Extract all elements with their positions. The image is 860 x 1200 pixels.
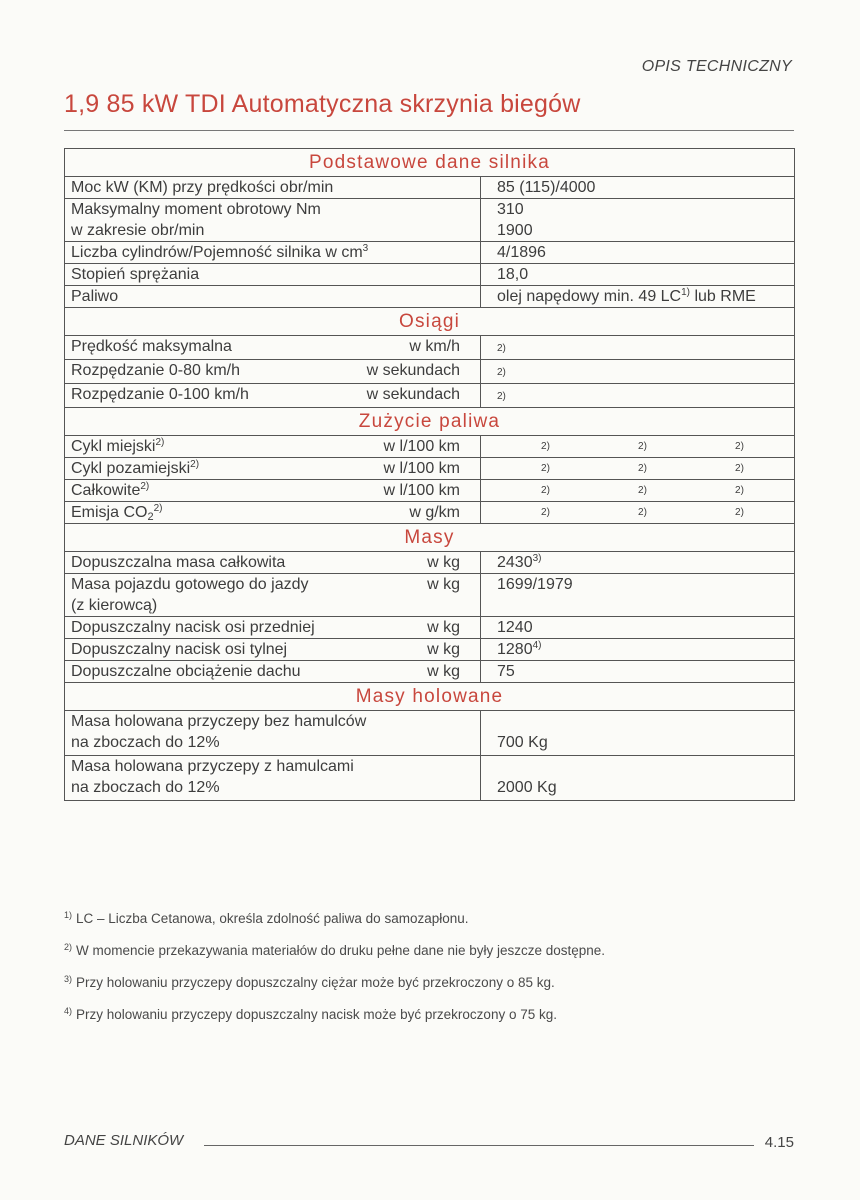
row-value [481, 384, 795, 408]
row-label [65, 384, 481, 408]
footnote-mark: 4) [64, 1006, 73, 1016]
footnote-ref: 2) [541, 507, 550, 518]
superscript: 3 [362, 243, 369, 254]
footnote-ref: 2) [638, 441, 647, 452]
row-value-line: 310 [497, 201, 524, 218]
engine-spec-table [64, 148, 795, 801]
row-value [481, 286, 795, 308]
row-value-line: 1900 [497, 222, 533, 239]
section-header-row [65, 524, 795, 552]
title-divider [64, 130, 794, 131]
footer-chapter: DANE SILNIKÓW [64, 1132, 184, 1149]
table-row [65, 384, 795, 408]
row-label [65, 574, 481, 617]
page-number: 4.15 [764, 1134, 794, 1151]
row-value [481, 502, 795, 524]
row-label-text [71, 436, 164, 457]
row-value [481, 360, 795, 384]
label-text: Emisja CO [71, 504, 148, 521]
row-label: Moc kW (KM) przy prędkości obr/min [65, 177, 481, 199]
footnote-ref: 2) [541, 485, 550, 496]
row-label [65, 480, 481, 502]
table-row [65, 756, 795, 801]
footnote-ref: 2) [638, 463, 647, 474]
footnote-ref: 3) [532, 553, 542, 564]
row-label-line: w zakresie obr/min [71, 222, 205, 239]
footnote-ref: 2) [497, 343, 506, 354]
table-row [65, 436, 795, 458]
footnote-ref: 2) [638, 507, 647, 518]
row-label [65, 502, 481, 524]
value-text: 2430 [497, 554, 533, 571]
fuel-value-alt: lub RME [690, 288, 756, 305]
row-label [65, 661, 481, 683]
table-row [65, 199, 795, 242]
row-value [481, 458, 795, 480]
row-label-text [71, 502, 162, 523]
row-label-text: Masa pojazdu gotowego do jazdy [71, 576, 309, 593]
row-label-line: Maksymalny moment obrotowy Nm [71, 201, 321, 218]
footnote-text: Przy holowaniu przyczepy dopuszczalny ciężar może być przekroczony o 85 kg. [76, 975, 555, 990]
footnote-ref: 2) [735, 441, 744, 452]
row-value: 18,0 [481, 264, 795, 286]
table-row [65, 617, 795, 639]
row-label [65, 458, 481, 480]
label-text: Całkowite [71, 482, 141, 499]
footnote-ref: 2) [638, 485, 647, 496]
subscript: 2 [147, 511, 154, 523]
table-row [65, 264, 795, 286]
row-label [65, 552, 481, 574]
section-heading-osiagi: Osiągi [65, 308, 795, 336]
row-label-text: Rozpędzanie 0-100 km/h [71, 386, 249, 403]
row-label-text: Dopuszczalny nacisk osi tylnej [71, 641, 288, 658]
footer-divider [204, 1145, 754, 1146]
footnote-ref: 2) [541, 463, 550, 474]
row-value [481, 436, 795, 458]
row-unit: w kg [427, 641, 460, 658]
footnotes [64, 910, 804, 1038]
row-label [65, 711, 481, 756]
footnote-ref: 1) [681, 287, 691, 298]
footnote-text: Przy holowaniu przyczepy dopuszczalny nacisk może być przekroczony o 75 kg. [76, 1007, 557, 1022]
row-label-line: na zboczach do 12% [71, 779, 220, 796]
table-row [65, 552, 795, 574]
row-label-line: Masa holowana przyczepy z hamulcami [71, 758, 354, 775]
section-heading-podstawowe: Podstawowe dane silnika [65, 149, 795, 177]
footnote-ref: 2) [735, 463, 744, 474]
row-value [481, 336, 795, 360]
footnote [64, 910, 804, 928]
row-value [481, 639, 795, 661]
row-value [481, 552, 795, 574]
page-title: 1,9 85 kW TDI Automatyczna skrzynia biegów [64, 90, 581, 118]
section-heading-zuzycie: Zużycie paliwa [65, 408, 795, 436]
footnote [64, 1006, 804, 1024]
value-text: 1280 [497, 641, 533, 658]
row-unit: w kg [427, 576, 460, 593]
row-label [65, 360, 481, 384]
table-row [65, 360, 795, 384]
footnote-ref: 2) [140, 481, 150, 492]
footnote-mark: 2) [64, 942, 73, 952]
section-heading-holowane: Masy holowane [65, 683, 795, 711]
table-row [65, 711, 795, 756]
row-unit: w l/100 km [383, 438, 460, 455]
footnote-ref: 2) [497, 391, 506, 402]
row-unit: w km/h [409, 338, 460, 355]
footnote-ref: 2) [190, 459, 200, 470]
footnote [64, 974, 804, 992]
fuel-value: olej napędowy min. 49 LC [497, 288, 682, 305]
row-label [65, 242, 481, 264]
row-value: 700 Kg [481, 711, 795, 756]
row-label: Paliwo [65, 286, 481, 308]
footnote-ref: 2) [155, 437, 165, 448]
section-header-row [65, 308, 795, 336]
row-unit: w l/100 km [383, 482, 460, 499]
row-value: 2000 Kg [481, 756, 795, 801]
footnote-mark: 3) [64, 974, 73, 984]
row-label-line: Masa holowana przyczepy bez hamulców [71, 713, 367, 730]
row-value [481, 480, 795, 502]
row-value: 85 (115)/4000 [481, 177, 795, 199]
row-unit: w kg [427, 663, 460, 680]
running-header: OPIS TECHNICZNY [641, 58, 792, 75]
row-label-line: (z kierowcą) [71, 597, 158, 614]
section-heading-masy: Masy [65, 524, 795, 552]
row-label-text [71, 480, 149, 501]
row-label-text: Dopuszczalne obciążenie dachu [71, 663, 301, 680]
table-row [65, 177, 795, 199]
row-label [65, 617, 481, 639]
row-unit: w l/100 km [383, 460, 460, 477]
table-row [65, 242, 795, 264]
table-row [65, 480, 795, 502]
row-label [65, 639, 481, 661]
row-value: 1240 [481, 617, 795, 639]
row-label [65, 436, 481, 458]
row-label-text: Prędkość maksymalna [71, 338, 232, 355]
row-value: 4/1896 [481, 242, 795, 264]
table-row [65, 458, 795, 480]
row-label-text: Dopuszczalna masa całkowita [71, 554, 286, 571]
table-row [65, 574, 795, 617]
section-header-row [65, 149, 795, 177]
row-value [481, 199, 795, 242]
section-header-row [65, 408, 795, 436]
row-label-text: Rozpędzanie 0-80 km/h [71, 362, 240, 379]
row-label-text: Liczba cylindrów/Pojemność silnika w cm [71, 244, 363, 261]
label-text: Cykl miejski [71, 438, 156, 455]
footnote-ref: 2) [735, 507, 744, 518]
row-label: Stopień sprężania [65, 264, 481, 286]
table-row [65, 639, 795, 661]
footnote-ref: 2) [497, 367, 506, 378]
row-unit: w kg [427, 554, 460, 571]
footnote-mark: 1) [64, 910, 73, 920]
table-row [65, 661, 795, 683]
row-unit: w sekundach [366, 386, 460, 403]
row-unit: w sekundach [366, 362, 460, 379]
row-label-text: Dopuszczalny nacisk osi przedniej [71, 619, 315, 636]
footnote-ref: 2) [153, 503, 163, 514]
table-row [65, 502, 795, 524]
label-text: Cykl pozamiejski [71, 460, 191, 477]
footnote-ref: 2) [735, 485, 744, 496]
row-unit: w kg [427, 619, 460, 636]
footnote [64, 942, 804, 960]
row-unit: w g/km [409, 504, 460, 521]
section-header-row [65, 683, 795, 711]
row-value: 75 [481, 661, 795, 683]
footnote-ref: 4) [532, 640, 542, 651]
row-label [65, 336, 481, 360]
table-row [65, 336, 795, 360]
footnote-text: W momencie przekazywania materiałów do druku pełne dane nie były jeszcze dostępne. [76, 943, 606, 958]
row-label-text [71, 458, 199, 479]
row-label [65, 199, 481, 242]
row-label [65, 756, 481, 801]
footnote-ref: 2) [541, 441, 550, 452]
row-value: 1699/1979 [481, 574, 795, 617]
row-label-line: na zboczach do 12% [71, 734, 220, 751]
table-row [65, 286, 795, 308]
footnote-text: LC – Liczba Cetanowa, określa zdolność paliwa do samozapłonu. [76, 911, 469, 926]
